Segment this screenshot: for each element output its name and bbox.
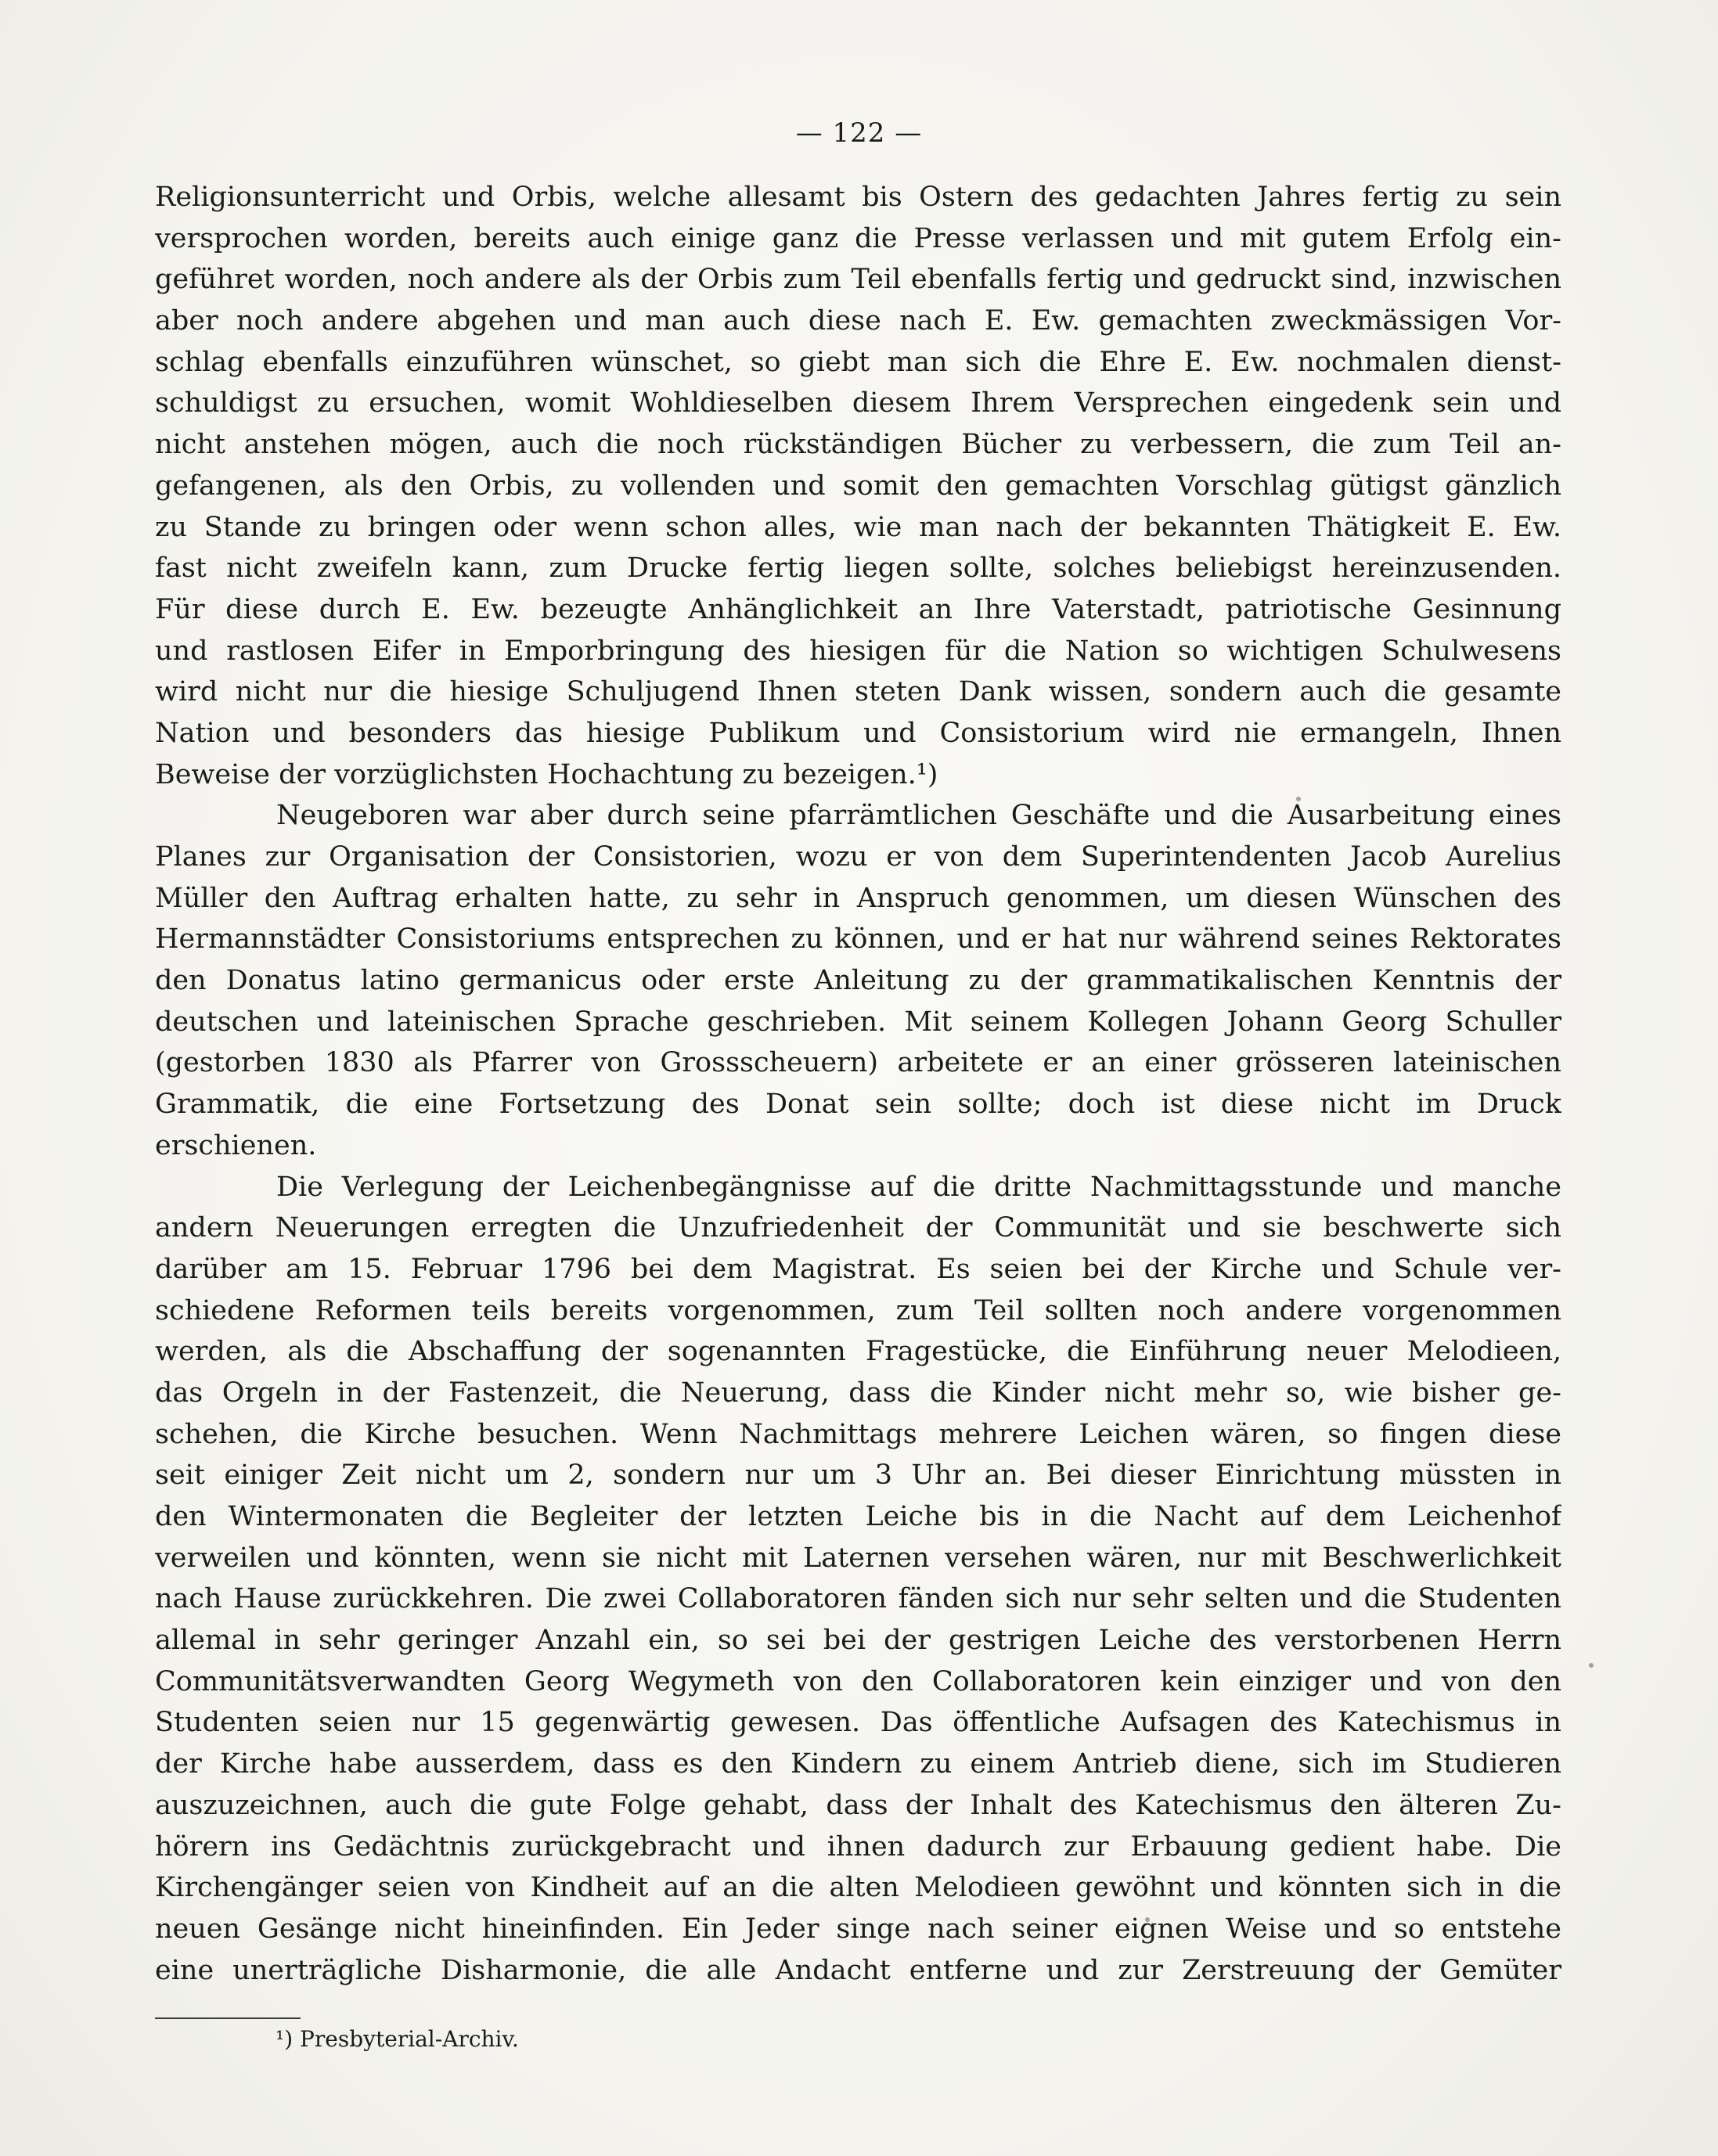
footnote-divider <box>155 2017 301 2019</box>
text-line: Studenten seien nur 15 gegenwärtig gewesen. Das öffentliche Aufsagen des Katechismus in <box>155 1707 1561 1739</box>
text-line: aber noch andere abgehen und man auch diese nach E. Ew. gemachten zweckmässigen Vor- <box>155 305 1561 337</box>
text-line: (gestorben 1830 als Pfarrer von Grossscheuern) arbeitete er an einer grösseren lateinischen <box>155 1047 1561 1079</box>
footnote: ¹) Presbyterial-Archiv. <box>276 2026 519 2052</box>
text-line: geführet worden, noch andere als der Orbis zum Teil ebenfalls fertig und gedruckt sind, inzwischen <box>155 264 1561 296</box>
text-line: Planes zur Organisation der Consistorien, wozu er von dem Superintendenten Jacob Aurelius <box>155 841 1561 873</box>
text-line: seit einiger Zeit nicht um 2, sondern nur um 3 Uhr an. Bei dieser Einrichtung müssten in <box>155 1460 1561 1492</box>
text-line: schlag ebenfalls einzuführen wünschet, so giebt man sich die Ehre E. Ew. nochmalen dienst- <box>155 346 1561 378</box>
text-line: Neugeboren war aber durch seine pfarrämtlichen Geschäfte und die Ausarbeitung eines <box>276 800 1561 832</box>
paper-speck <box>1589 1663 1594 1668</box>
text-line: hörern ins Gedächtnis zurückgebracht und ihnen dadurch zur Erbauung gedient habe. Die <box>155 1830 1561 1863</box>
text-line: allemal in sehr geringer Anzahl ein, so sei bei der gestrigen Leiche des verstorbenen Herrn <box>155 1625 1561 1657</box>
text-line: Nation und besonders das hiesige Publikum und Consistorium wird nie ermangeln, Ihnen <box>155 717 1561 749</box>
text-line: verweilen und könnten, wenn sie nicht mit Laternen versehen wären, nur mit Beschwerlichkeit <box>155 1542 1561 1574</box>
paper-speck <box>1145 1917 1150 1922</box>
text-line: den Donatus latino germanicus oder erste Anleitung zu der grammatikalischen Kenntnis der <box>155 965 1561 997</box>
text-line: Die Verlegung der Leichenbegängnisse auf die dritte Nachmittagsstunde und manche <box>276 1171 1561 1203</box>
text-line: Grammatik, die eine Fortsetzung des Donat sein sollte; doch ist diese nicht im Druck <box>155 1089 1561 1121</box>
text-line: den Wintermonaten die Begleiter der letzten Leiche bis in die Nacht auf dem Leichenhof <box>155 1501 1561 1532</box>
text-line: Kirchengänger seien von Kindheit auf an die alten Melodieen gewöhnt und könnten sich in die <box>155 1872 1561 1904</box>
text-line: gefangenen, als den Orbis, zu vollenden und somit den gemachten Vorschlag gütigst gänzlich <box>155 470 1561 502</box>
text-line: andern Neuerungen erregten die Unzufriedenheit der Communität und sie beschwerte sich <box>155 1212 1561 1244</box>
text-line: das Orgeln in der Fastenzeit, die Neuerung, dass die Kinder nicht mehr so, wie bisher ge- <box>155 1377 1561 1409</box>
text-line: nach Hause zurückkehren. Die zwei Collaboratoren fänden sich nur sehr selten und die Studenten <box>155 1583 1561 1615</box>
text-line: wird nicht nur die hiesige Schuljugend Ihnen steten Dank wissen, sondern auch die gesamte <box>155 676 1561 708</box>
text-line: fast nicht zweifeln kann, zum Drucke fertig liegen sollte, solches beliebigst hereinzusenden. <box>155 552 1561 585</box>
text-line: auszuzeichnen, auch die gute Folge gehabt, dass der Inhalt des Katechismus den älteren Zu- <box>155 1789 1561 1821</box>
text-line: versprochen worden, bereits auch einige ganz die Presse verlassen und mit gutem Erfolg ein- <box>155 222 1561 254</box>
text-line: eine unerträgliche Disharmonie, die alle Andacht entferne und zur Zerstreuung der Gemüter <box>155 1954 1561 1986</box>
text-line: deutschen und lateinischen Sprache geschrieben. Mit seinem Kollegen Johann Georg Schuller <box>155 1006 1561 1038</box>
text-line: schiedene Reformen teils bereits vorgenommen, zum Teil sollten noch andere vorgenommen <box>155 1294 1561 1326</box>
text-line: werden, als die Abschaffung der sogenannten Fragestücke, die Einführung neuer Melodieen, <box>155 1336 1561 1368</box>
text-line: zu Stande zu bringen oder wenn schon alles, wie man nach der bekannten Thätigkeit E. Ew. <box>155 511 1561 543</box>
text-line: Religionsunterricht und Orbis, welche allesamt bis Ostern des gedachten Jahres fertig zu sein <box>155 182 1561 213</box>
text-line: und rastlosen Eifer in Emporbringung des hiesigen für die Nation so wichtigen Schulwesens <box>155 635 1561 667</box>
text-line: schehen, die Kirche besuchen. Wenn Nachmittags mehrere Leichen wären, so fingen diese <box>155 1418 1561 1450</box>
text-line: erschienen. <box>155 1129 317 1161</box>
text-line: schuldigst zu ersuchen, womit Wohldieselben diesem Ihrem Versprechen eingedenk sein und <box>155 387 1561 419</box>
text-line: Für diese durch E. Ew. bezeugte Anhänglichkeit an Ihre Vaterstadt, patriotische Gesinnung <box>155 593 1561 625</box>
text-line: Beweise der vorzüglichsten Hochachtung zu bezeigen.¹) <box>155 758 938 790</box>
text-line: nicht anstehen mögen, auch die noch rückständigen Bücher zu verbessern, die zum Teil an- <box>155 429 1561 461</box>
body-text <box>155 177 1561 1991</box>
text-line: Hermannstädter Consistoriums entsprechen zu können, und er hat nur während seines Rektorates <box>155 923 1561 956</box>
text-line: darüber am 15. Februar 1796 bei dem Magistrat. Es seien bei der Kirche und Schule ver- <box>155 1253 1561 1285</box>
paper-speck <box>1296 797 1301 801</box>
text-line: neuen Gesänge nicht hineinfinden. Ein Jeder singe nach seiner eignen Weise und so entstehe <box>155 1913 1561 1945</box>
text-line: der Kirche habe ausserdem, dass es den Kindern zu einem Antrieb diene, sich im Studieren <box>155 1748 1561 1780</box>
text-line: Müller den Auftrag erhalten hatte, zu sehr in Anspruch genommen, um diesen Wünschen des <box>155 882 1561 914</box>
page-number: — 122 — <box>795 117 923 149</box>
text-line: Communitätsverwandten Georg Wegymeth von den Collaboratoren kein einziger und von den <box>155 1665 1561 1697</box>
